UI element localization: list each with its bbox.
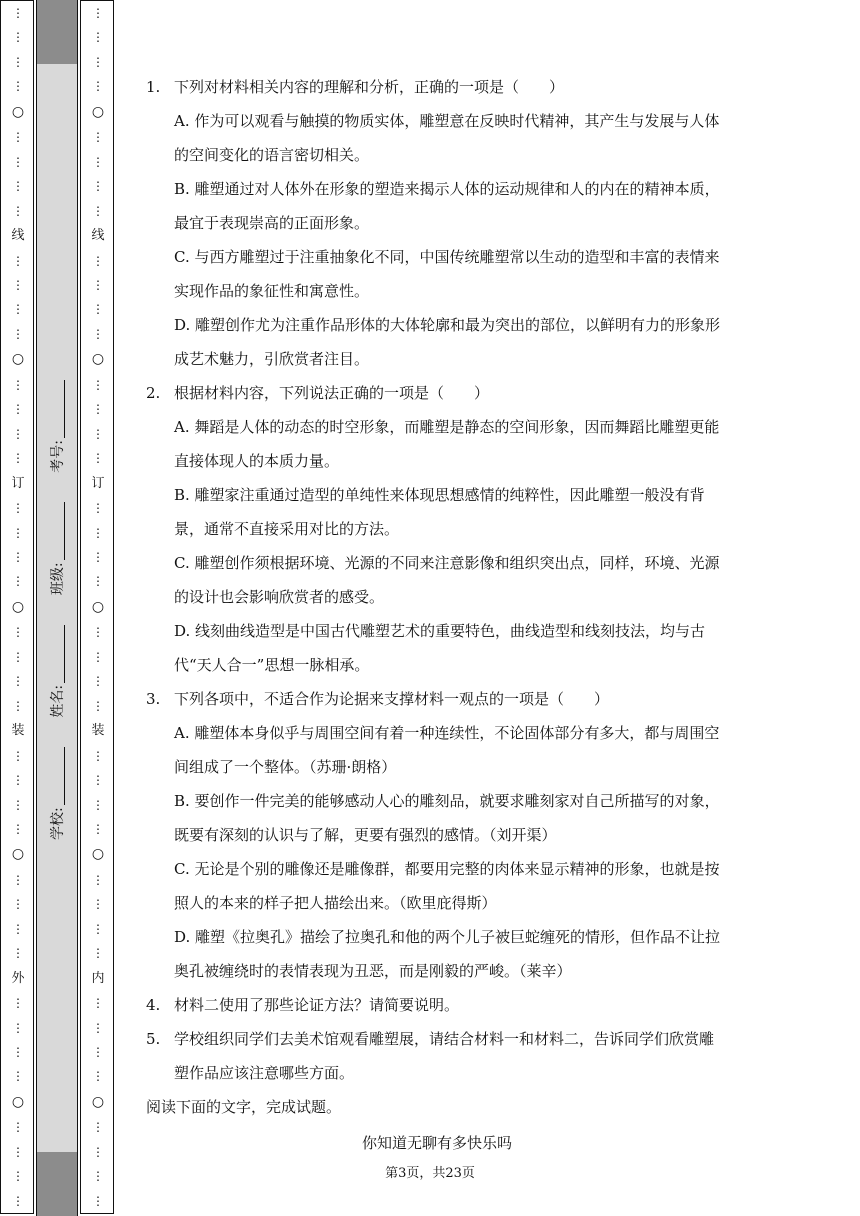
binding-dots: ⋮ [92,326,104,341]
answer-option: C. 与西方雕塑过于注重抽象化不同，中国传统雕塑常以生动的造型和丰富的表情来实现作品的象征性和寓意性。 [174,248,720,300]
answer-option: A. 舞蹈是人体的动态的时空形象，而雕塑是静态的空间形象，因而舞蹈比雕塑更能直接体现人的本质力量。 [174,418,720,470]
question-number: 1. [146,78,161,96]
binding-dots: ⋮ [92,402,104,417]
binding-circle-icon: ○ [11,1093,25,1110]
binding-dots: ⋮ [92,451,104,466]
binding-circle-icon: ○ [91,351,105,368]
binding-dots: ⋮ [12,996,24,1011]
binding-circle-icon: ○ [91,103,105,120]
binding-dots: ⋮ [92,501,104,516]
binding-circle-icon: ○ [91,846,105,863]
binding-dots: ⋮ [12,154,24,169]
binding-dots: ⋮ [12,525,24,540]
binding-dots: ⋮ [92,253,104,268]
binding-dots: ⋮ [92,674,104,689]
binding-mark-text: 线 [11,228,25,244]
question-1 [146,70,728,104]
binding-circle-icon: ○ [91,598,105,615]
field-school-blank[interactable] [50,747,65,805]
binding-dots: ⋮ [92,54,104,69]
binding-dots: ⋮ [92,6,104,20]
exam-content [146,70,728,1160]
binding-dots: ⋮ [92,821,104,836]
binding-dots: ⋮ [12,6,24,20]
answer-option: C. 雕塑创作须根据环境、光源的不同来注意影像和组织突出点，同样，环境、光源的设计也会影响欣赏者的感受。 [174,554,720,606]
answer-option: B. 雕塑通过对人体外在形象的塑造来揭示人体的运动规律和人的内在的精神本质，最宜于表现崇高的正面形象。 [174,180,720,232]
question-number: 4. [146,996,161,1014]
strip-cap-top [37,0,77,64]
binding-dots: ⋮ [92,897,104,912]
binding-dots: ⋮ [92,574,104,589]
binding-dots: ⋮ [12,130,24,145]
binding-dots: ⋮ [12,773,24,788]
question-2 [146,376,728,410]
binding-dots: ⋮ [12,698,24,713]
binding-circle-icon: ○ [11,846,25,863]
answer-option: C. 无论是个别的雕像还是雕像群，都要用完整的肉体来显示精神的形象，也就是按照人的本来的样子把人描绘出来。（欧里庇得斯） [174,860,720,912]
question-stem: 学校组织同学们去美术馆观看雕塑展，请结合材料一和材料二，告诉同学们欣赏雕塑作品应该注意哪些方面。 [174,1030,715,1082]
question-3 [146,682,728,716]
binding-dots: ⋮ [12,426,24,441]
binding-dots: ⋮ [12,79,24,94]
binding-dots: ⋮ [92,1193,104,1208]
binding-mark-text: 内 [91,970,105,986]
binding-dots: ⋮ [92,30,104,45]
binding-dots: ⋮ [92,426,104,441]
binding-dots: ⋮ [92,525,104,540]
binding-dots: ⋮ [12,921,24,936]
binding-dots: ⋮ [12,821,24,836]
binding-dots: ⋮ [12,946,24,961]
answer-option: D. 雕塑创作尤为注重作品形体的大体轮廓和最为突出的部位，以鲜明有力的形象形成艺术魅力，引欣赏者注目。 [174,316,721,368]
binding-dots: ⋮ [92,1120,104,1135]
binding-dots: ⋮ [92,203,104,218]
binding-dots: ⋮ [12,1193,24,1208]
binding-mark-text: 装 [91,723,105,739]
inner-vertical-marks [81,1,115,1213]
binding-dots: ⋮ [92,649,104,664]
binding-mark-text: 订 [91,475,105,491]
binding-dots: ⋮ [92,1144,104,1159]
binding-dots: ⋮ [12,302,24,317]
reading-instruction: 阅读下面的文字，完成试题。 [146,1098,342,1116]
binding-mark-text: 外 [11,970,25,986]
binding-dots: ⋮ [92,748,104,763]
question-number: 2. [146,384,161,402]
field-exam-number: 考号: [47,380,67,473]
binding-dots: ⋮ [92,277,104,292]
binding-dots: ⋮ [92,996,104,1011]
binding-dots: ⋮ [12,649,24,664]
answer-option: B. 要创作一件完美的能够感动人心的雕刻品，就要求雕刻家对自己所描写的对象，既要有深刻的认识与了解，更要有强烈的感情。（刘开渠） [174,792,720,844]
binding-dots: ⋮ [12,674,24,689]
binding-mark-text: 装 [11,723,25,739]
binding-dots: ⋮ [92,1045,104,1060]
field-class: 班级: [47,502,67,595]
question-5 [146,1022,728,1090]
answer-option: A. 作为可以观看与触摸的物质实体，雕塑意在反映时代精神，其产生与发展与人体的空间变化的语言密切相关。 [174,112,720,164]
binding-strip [36,0,78,1216]
binding-dots: ⋮ [12,797,24,812]
binding-dots: ⋮ [92,698,104,713]
field-name: 姓名: [47,625,67,718]
outer-vertical-marks [1,1,35,1213]
binding-dots: ⋮ [12,1120,24,1135]
binding-dots: ⋮ [92,1069,104,1084]
binding-dots: ⋮ [92,130,104,145]
binding-line-outer [0,0,34,1214]
binding-dots: ⋮ [92,179,104,194]
answer-option: B. 雕塑家注重通过造型的单纯性来体现思想感情的纯粹性，因此雕塑一般没有背景，通常不直接采用对比的方法。 [174,486,705,538]
binding-dots: ⋮ [12,501,24,516]
binding-circle-icon: ○ [91,1093,105,1110]
question-stem: 材料二使用了那些论证方法？请简要说明。 [174,996,460,1014]
question-stem: 下列对材料相关内容的理解和分析，正确的一项是（ ） [174,78,565,96]
binding-dots: ⋮ [12,277,24,292]
binding-dots: ⋮ [92,1169,104,1184]
binding-dots: ⋮ [12,1045,24,1060]
binding-dots: ⋮ [92,302,104,317]
question-number: 5. [146,1030,161,1048]
binding-mark-text: 线 [91,228,105,244]
binding-dots: ⋮ [12,574,24,589]
binding-dots: ⋮ [12,748,24,763]
binding-dots: ⋮ [92,377,104,392]
binding-line-inner [80,0,114,1214]
student-info-fields [41,380,73,840]
binding-dots: ⋮ [12,253,24,268]
binding-mark-text: 订 [11,475,25,491]
answer-option: D. 雕塑《拉奥孔》描绘了拉奥孔和他的两个儿子被巨蛇缠死的情形，但作品不让拉奥孔被缠绕时的表情表现为丑恶，而是刚毅的严峻。（莱辛） [174,928,721,980]
binding-dots: ⋮ [12,549,24,564]
binding-dots: ⋮ [12,377,24,392]
binding-dots: ⋮ [12,1169,24,1184]
binding-circle-icon: ○ [11,351,25,368]
binding-dots: ⋮ [12,451,24,466]
question-stem: 下列各项中，不适合作为论据来支撑材料一观点的一项是（ ） [174,690,610,708]
binding-dots: ⋮ [12,54,24,69]
binding-dots: ⋮ [92,773,104,788]
binding-dots: ⋮ [92,625,104,640]
page-footer: 第3页，共23页 [385,1166,475,1181]
binding-dots: ⋮ [12,1144,24,1159]
field-school: 学校: [47,747,67,840]
binding-dots: ⋮ [92,797,104,812]
binding-circle-icon: ○ [11,598,25,615]
field-name-blank[interactable] [50,625,65,683]
binding-dots: ⋮ [12,203,24,218]
binding-dots: ⋮ [92,1020,104,1035]
binding-dots: ⋮ [12,897,24,912]
question-stem: 根据材料内容，下列说法正确的一项是（ ） [174,384,490,402]
passage-title: 你知道无聊有多快乐吗 [361,1134,512,1152]
binding-dots: ⋮ [92,872,104,887]
binding-dots: ⋮ [92,921,104,936]
binding-dots: ⋮ [92,946,104,961]
binding-dots: ⋮ [12,625,24,640]
binding-dots: ⋮ [92,154,104,169]
binding-dots: ⋮ [12,402,24,417]
binding-dots: ⋮ [12,1069,24,1084]
question-4 [146,988,728,1022]
binding-dots: ⋮ [12,872,24,887]
binding-dots: ⋮ [92,549,104,564]
binding-dots: ⋮ [12,326,24,341]
binding-dots: ⋮ [92,79,104,94]
field-exam-number-blank[interactable] [50,380,65,438]
binding-dots: ⋮ [12,1020,24,1035]
answer-option: D. 线刻曲线造型是中国古代雕塑艺术的重要特色，曲线造型和线刻技法，均与古代“天人合一”思想一脉相承。 [174,622,706,674]
field-class-blank[interactable] [50,502,65,560]
binding-dots: ⋮ [12,30,24,45]
binding-circle-icon: ○ [11,103,25,120]
binding-dots: ⋮ [12,179,24,194]
answer-option: A. 雕塑体本身似乎与周围空间有着一种连续性，不论固体部分有多大，都与周围空间组成了一个整体。（苏珊·朗格） [174,724,720,776]
question-number: 3. [146,690,161,708]
